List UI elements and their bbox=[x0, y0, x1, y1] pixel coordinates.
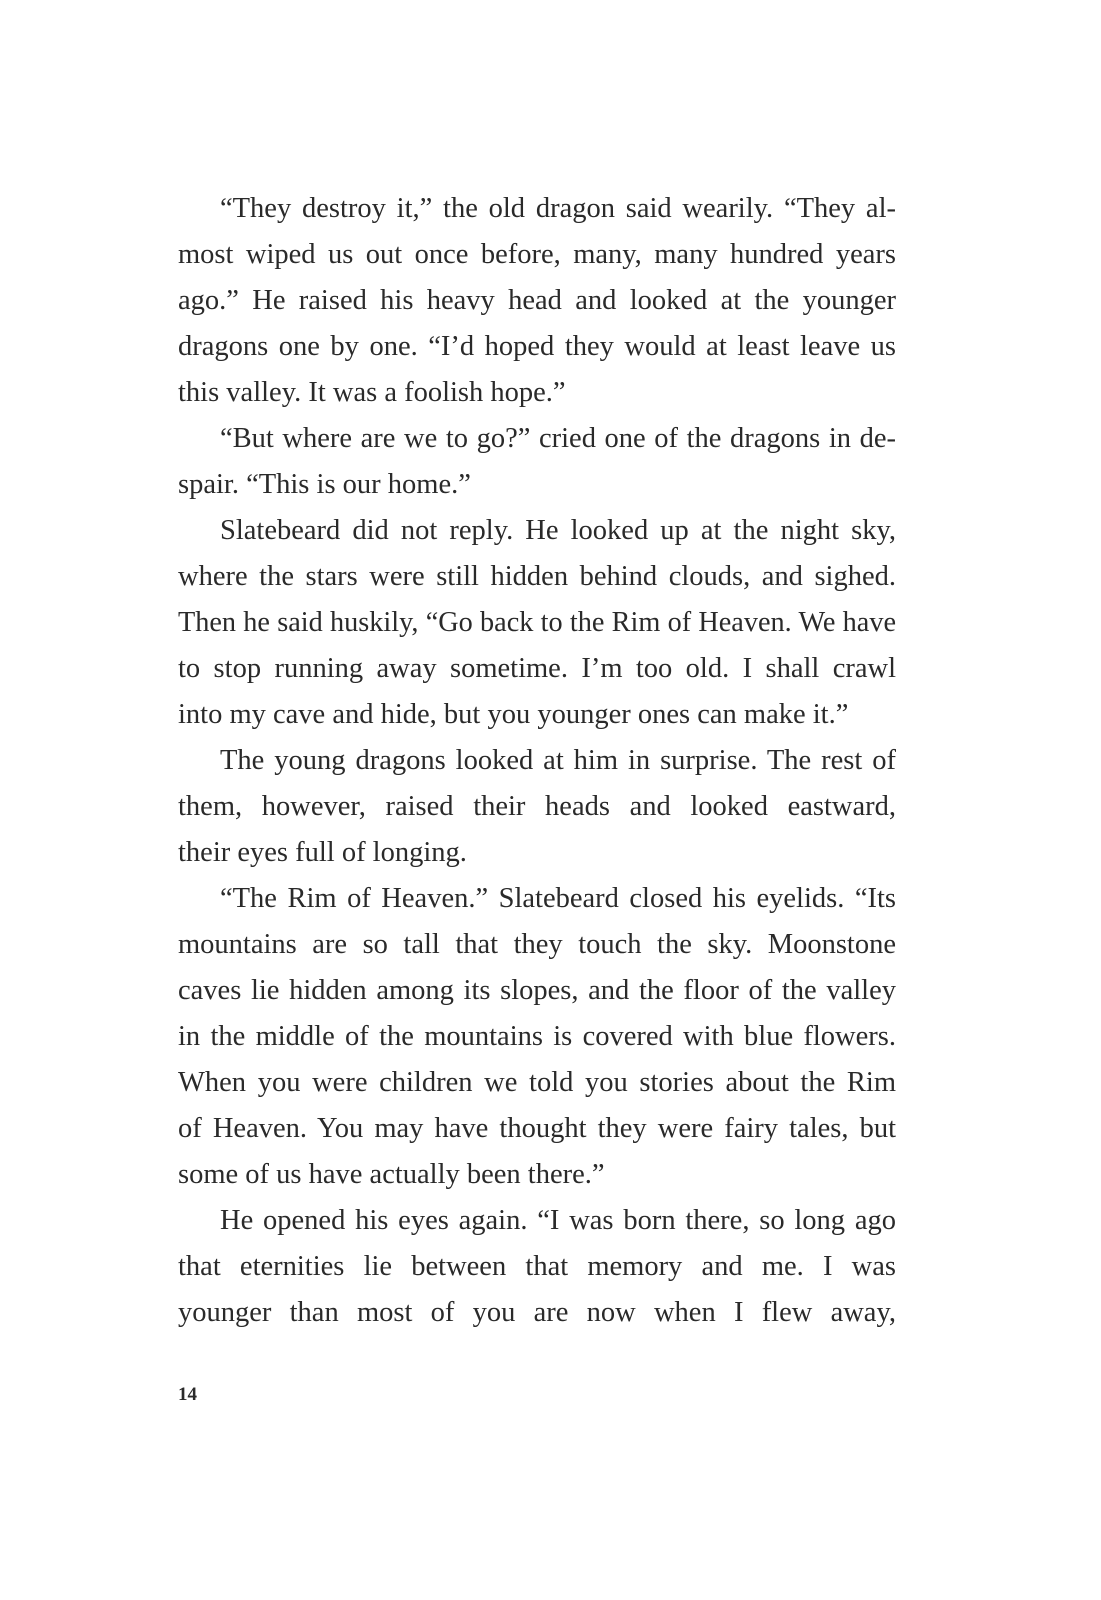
text-line: this valley. It was a foolish hope.” bbox=[178, 377, 566, 408]
text-line: dragons one by one. “I’d hoped they would at least leave us bbox=[178, 331, 896, 362]
text-line: “They destroy it,” the old dragon said wearily. “They al- bbox=[220, 193, 896, 224]
text-line: Slatebeard did not reply. He looked up at the night sky, bbox=[220, 515, 896, 546]
text-line: of Heaven. You may have thought they were fairy tales, but bbox=[178, 1113, 896, 1144]
text-line: that eternities lie between that memory and me. I was bbox=[178, 1251, 896, 1282]
text-line: ago.” He raised his heavy head and looked at the younger bbox=[178, 285, 896, 316]
text-line: caves lie hidden among its slopes, and the floor of the valley bbox=[178, 975, 896, 1006]
text-line: “But where are we to go?” cried one of the dragons in de- bbox=[220, 423, 896, 454]
text-line: some of us have actually been there.” bbox=[178, 1159, 605, 1190]
text-line: “The Rim of Heaven.” Slatebeard closed his eyelids. “Its bbox=[220, 883, 896, 914]
text-line: He opened his eyes again. “I was born there, so long ago bbox=[220, 1205, 896, 1236]
text-line: into my cave and hide, but you younger ones can make it.” bbox=[178, 699, 849, 730]
body-text bbox=[178, 186, 896, 1336]
text-line: younger than most of you are now when I flew away, bbox=[178, 1297, 896, 1328]
text-line: most wiped us out once before, many, many hundred years bbox=[178, 239, 896, 270]
page-number: 14 bbox=[178, 1384, 197, 1405]
text-line: spair. “This is our home.” bbox=[178, 469, 471, 500]
text-line: When you were children we told you stories about the Rim bbox=[178, 1067, 896, 1098]
text-line: them, however, raised their heads and looked eastward, bbox=[178, 791, 896, 822]
text-line: their eyes full of longing. bbox=[178, 837, 467, 868]
text-line: The young dragons looked at him in surprise. The rest of bbox=[220, 745, 896, 776]
text-line: Then he said huskily, “Go back to the Rim of Heaven. We have bbox=[178, 607, 896, 638]
text-line: where the stars were still hidden behind clouds, and sighed. bbox=[178, 561, 896, 592]
text-line: to stop running away sometime. I’m too old. I shall crawl bbox=[178, 653, 896, 684]
text-line: mountains are so tall that they touch the sky. Moonstone bbox=[178, 929, 896, 960]
text-line: in the middle of the mountains is covered with blue flowers. bbox=[178, 1021, 896, 1052]
